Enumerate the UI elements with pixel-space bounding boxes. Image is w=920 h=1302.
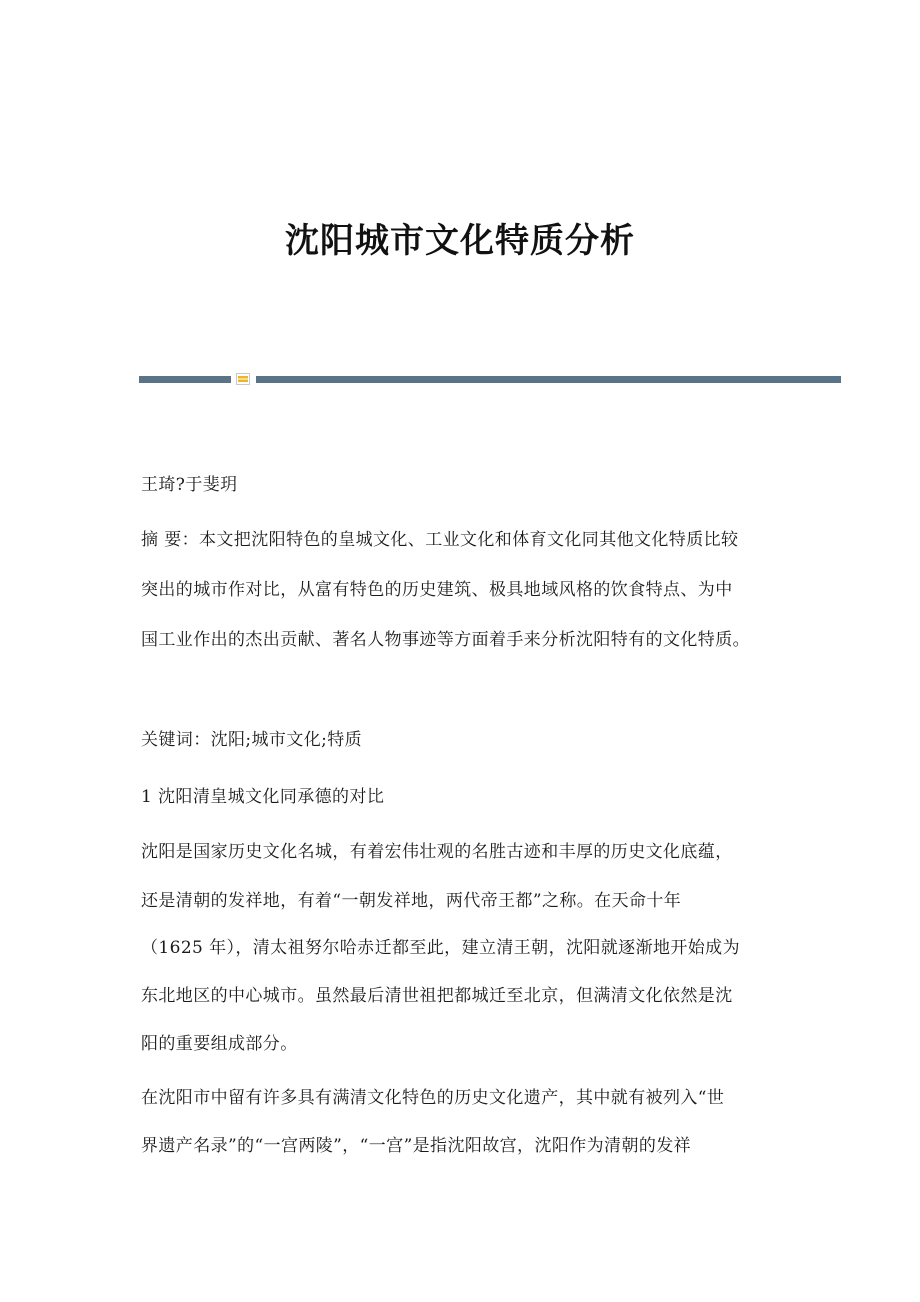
- keywords-line: 关键词：沈阳;城市文化;特质: [141, 730, 363, 750]
- divider-bar-left: [139, 376, 231, 383]
- paragraph-1-line-5: 阳的重要组成部分。: [141, 1034, 298, 1054]
- divider-bar-right: [256, 376, 841, 383]
- section-heading: 1 沈阳清皇城文化同承德的对比: [141, 787, 385, 807]
- paragraph-1-line-4: 东北地区的中心城市。虽然最后清世祖把都城迁至北京，但满清文化依然是沈: [141, 986, 733, 1006]
- divider-ornament-icon: [236, 373, 250, 385]
- author-line: 王琦?于斐玥: [141, 475, 238, 495]
- abstract-line-1: 摘 要：本文把沈阳特色的皇城文化、工业文化和体育文化同其他文化特质比较: [141, 530, 739, 550]
- paragraph-1-line-3: （1625 年），清太祖努尔哈赤迁都至此，建立清王朝，沈阳就逐渐地开始成为: [141, 938, 740, 958]
- abstract-line-3: 国工业作出的杰出贡献、著名人物事迹等方面着手来分析沈阳特有的文化特质。: [141, 630, 750, 650]
- paragraph-2-line-1: 在沈阳市中留有许多具有满清文化特色的历史文化遗产，其中就有被列入“世: [141, 1088, 725, 1108]
- abstract-line-2: 突出的城市作对比，从富有特色的历史建筑、极具地域风格的饮食特点、为中: [141, 580, 733, 600]
- title-divider: [139, 373, 841, 385]
- paragraph-1-line-1: 沈阳是国家历史文化名城，有着宏伟壮观的名胜古迹和丰厚的历史文化底蕴，: [141, 842, 733, 862]
- document-title: 沈阳城市文化特质分析: [285, 221, 635, 261]
- paragraph-1-line-2: 还是清朝的发祥地，有着“一朝发祥地，两代帝王都”之称。在天命十年: [141, 891, 682, 911]
- paragraph-2-line-2: 界遗产名录”的“一宫两陵”，“一宫”是指沈阳故宫，沈阳作为清朝的发祥: [141, 1136, 692, 1156]
